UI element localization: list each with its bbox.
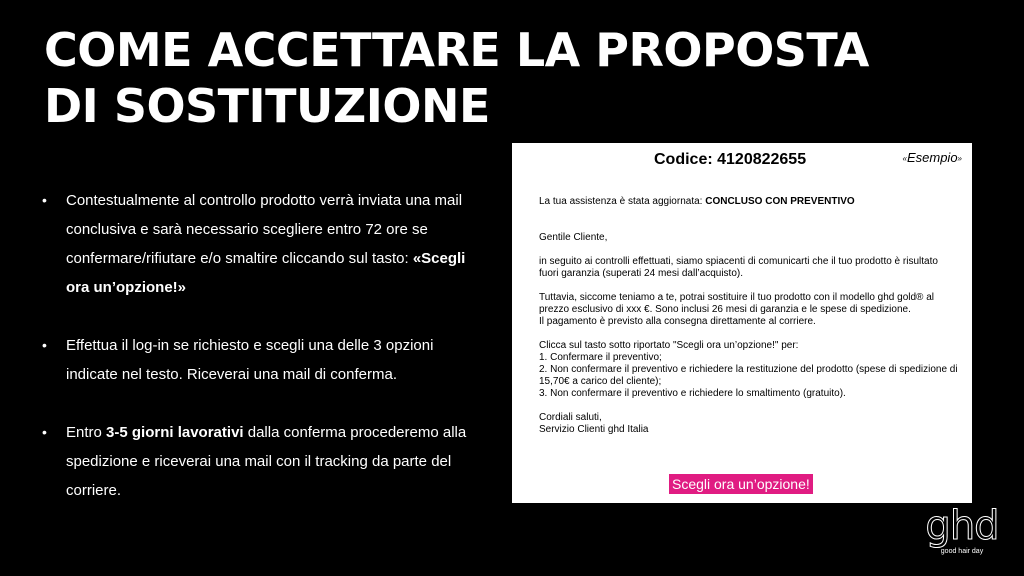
email-signoff (539, 412, 959, 436)
email-signature: Servizio Clienti ghd Italia (539, 424, 649, 435)
bullet-1-bold: «Scegli ora un’opzione!» (66, 250, 466, 296)
status-value: CONCLUSO CON PREVENTIVO (705, 196, 855, 207)
email-closing: Cordiali saluti, (539, 412, 602, 423)
email-paragraph-2 (539, 292, 959, 328)
email-options (539, 340, 959, 400)
email-example (512, 143, 972, 503)
option-1: 1. Confermare il preventivo; (539, 352, 662, 363)
bullet-2-text: Effettua il log-in se richiesto e scegli una delle 3 opzioni indicate nel testo. Riceverai una mail di conferma. (66, 337, 434, 383)
bullet-item-2 (40, 331, 480, 389)
email-status (539, 196, 959, 208)
bullet-3-pre: Entro (66, 424, 107, 441)
example-label (903, 150, 962, 165)
title-line-2: DI SOSTITUZIONE (44, 79, 490, 133)
bullet-item-3 (40, 418, 480, 505)
title-line-1: COME ACCETTARE LA PROPOSTA (44, 23, 869, 77)
email-paragraph-1: in seguito ai controlli effettuati, siamo spiacenti di comunicarti che il tuo prodotto è risultato fuori garanzia (superati 24 mesi dall’acquisto). (539, 256, 938, 279)
example-quote-close: » (957, 154, 962, 164)
email-greeting: Gentile Cliente, (539, 232, 608, 243)
choose-option-button[interactable]: Scegli ora un’opzione! (669, 474, 813, 494)
status-prefix: La tua assistenza è stata aggiornata: (539, 196, 706, 207)
email-paragraph-2a: Tuttavia, siccome teniamo a te, potrai sostituire il tuo prodotto con il modello ghd gold® al prezzo esclusivo di xxx €. Sono inclusi 26 mesi di garanzia e le spese di spedizione. (539, 292, 934, 315)
slide-title (44, 22, 1004, 134)
bullet-list (40, 186, 480, 534)
bullet-3-post: dalla conferma procederemo alla spedizione e riceverai una mail con il tracking da parte del corriere. (66, 424, 467, 499)
email-paragraph-2b: Il pagamento è previsto alla consegna direttamente al corriere. (539, 316, 816, 327)
example-text: Esempio (906, 150, 958, 165)
email-body (539, 196, 959, 448)
example-quote-open: « (902, 154, 907, 164)
logo-mark: ghd (925, 503, 999, 549)
logo-tagline: good hair day (940, 548, 984, 555)
option-2: 2. Non confermare il preventivo e richiedere la restituzione del prodotto (spese di spedizione di 15,70€ a carico del cliente); (539, 364, 958, 387)
options-intro: Clicca sul tasto sotto riportato "Scegli ora un’opzione!" per: (539, 340, 799, 351)
bullet-3-bold: 3-5 giorni lavorativi (106, 424, 244, 441)
option-3: 3. Non confermare il preventivo e richiedere lo smaltimento (gratuito). (539, 388, 846, 399)
email-code: Codice: 4120822655 (654, 151, 807, 168)
bullet-item-1 (40, 186, 480, 302)
ghd-logo (924, 503, 1000, 564)
bullet-1-text: Contestualmente al controllo prodotto verrà inviata una mail conclusiva e sarà necessario scegliere entro 72 ore se confermare/rifiutare e/o smaltire cliccando sul tasto: (66, 192, 463, 267)
